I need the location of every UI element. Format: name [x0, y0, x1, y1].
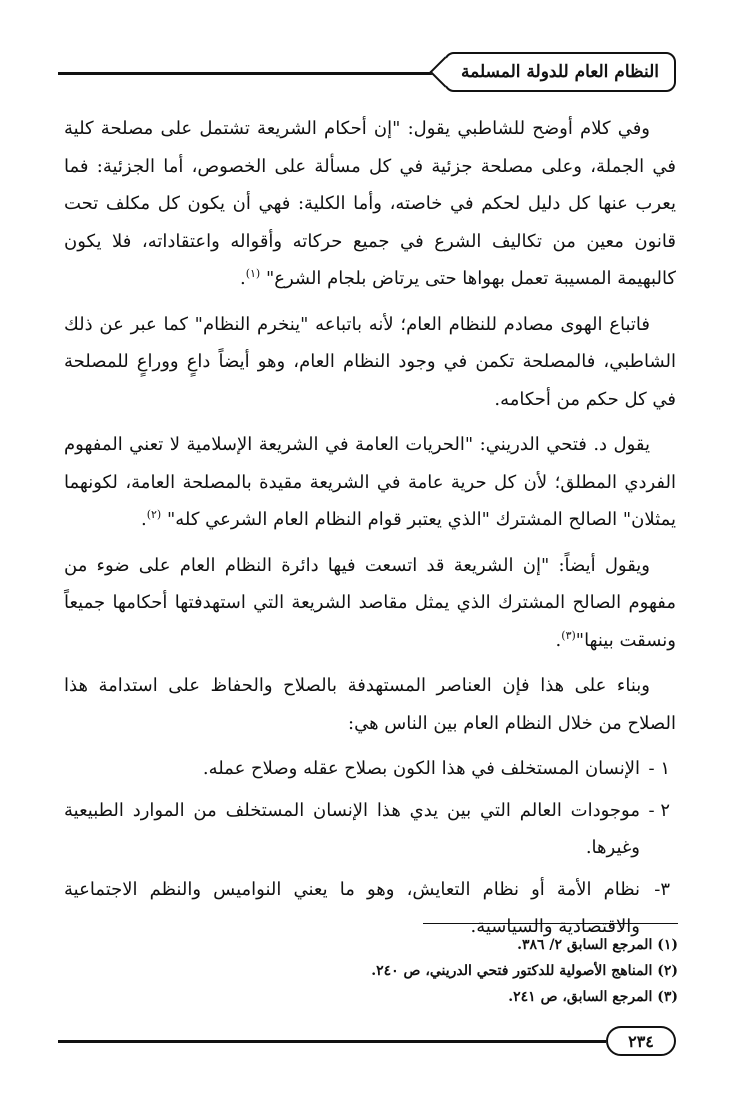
paragraph-1: وفي كلام أوضح للشاطبي يقول: "إن أحكام الشريعة تشتمل على مصلحة كلية في الجملة، وعلى مصلحة جزئية في كل مسألة على الخصوص، أما الجزئية: فما يعرب عنها كل دليل لحكم في خاصته، وأما الكلية: فهي أن يكون كل مكلف تحت قانون معين من تكاليف الشرع في جميع حركاته وأقواله واعتقاداته، فلا يكون كالبهيمة المسيبة تعمل بهواها حتى يرتاض بلجام الشرع" $^{(١)}$.: [64, 118, 676, 289]
list-number: ١ -: [648, 758, 670, 779]
footer-rule: [58, 1040, 606, 1043]
footnote-ref-3: (٣): [561, 628, 576, 642]
footnote-3: (٣) المرجع السابق، ص ٢٤١.: [508, 989, 678, 1005]
header-title: النظام العام للدولة المسلمة: [444, 52, 676, 92]
footnote-ref-1: (١): [245, 267, 261, 280]
page-footer: [58, 1024, 676, 1058]
page-number: ٢٣٤: [606, 1026, 676, 1056]
paragraph-3: يقول د. فتحي الدريني: "الحريات العامة في الشريعة الإسلامية لا تعني المفهوم الفردي المطلق؛ لأن كل حرية عامة في الشريعة مقيدة بالمصلحة العامة، لكونهما يمثلان" الصالح المشترك "الذي يعتبر قوام النظام العام الشرعي كله" $^{(٢)}$.: [64, 434, 676, 530]
list-item: ١ - الإنسان المستخلف في هذا الكون بصلاح عقله وصلاح عمله.: [64, 750, 676, 788]
paragraph-4: ويقول أيضاً: "إن الشريعة قد اتسعت فيها دائرة النظام العام على ضوء من مفهوم الصالح المشترك الذي يمثل مقاصد الشريعة التي استهدفتها أحكامها جميعاً ونسقت بينها"$^{(٣)}$.: [64, 554, 676, 651]
list-item: ٢ - موجودات العالم التي بين يدي هذا الإنسان المستخلف من الموارد الطبيعية وغيرها.: [64, 792, 676, 867]
footnotes: [300, 932, 678, 1010]
footnote-separator: [423, 923, 678, 924]
footnote-1: (١) المرجع السابق ٢/ ٣٨٦.: [517, 937, 678, 953]
elements-list: [64, 750, 676, 946]
paragraph-2: فاتباع الهوى مصادم للنظام العام؛ لأنه باتباعه "ينخرم النظام" كما عبر عن ذلك الشاطبي، فالمصلحة تكمن في وجود النظام العام، وهو أيضاً داعٍ ووراعٍ للمصلحة في كل حكم من أحكامه.: [64, 313, 676, 410]
list-number: ٣-: [654, 878, 670, 900]
footnote-2: (٢) المناهج الأصولية للدكتور فتحي الدريني، ص ٢٤٠.: [371, 963, 678, 979]
running-header: [58, 48, 676, 96]
footnote-ref-2: (٢): [146, 508, 162, 521]
list-item: ٣- نظام الأمة أو نظام التعايش، وهو ما يعني النواميس والنظم الاجتماعية والاقتصادية والسياسية.: [64, 871, 676, 946]
page-body: [64, 110, 676, 950]
list-number: ٢ -: [648, 799, 670, 821]
paragraph-5: وبناء على هذا فإن العناصر المستهدفة بالصلاح والحفاظ على استدامة هذا الصلاح من خلال النظام العام بين الناس هي:: [64, 675, 676, 734]
header-rule: [58, 72, 446, 75]
